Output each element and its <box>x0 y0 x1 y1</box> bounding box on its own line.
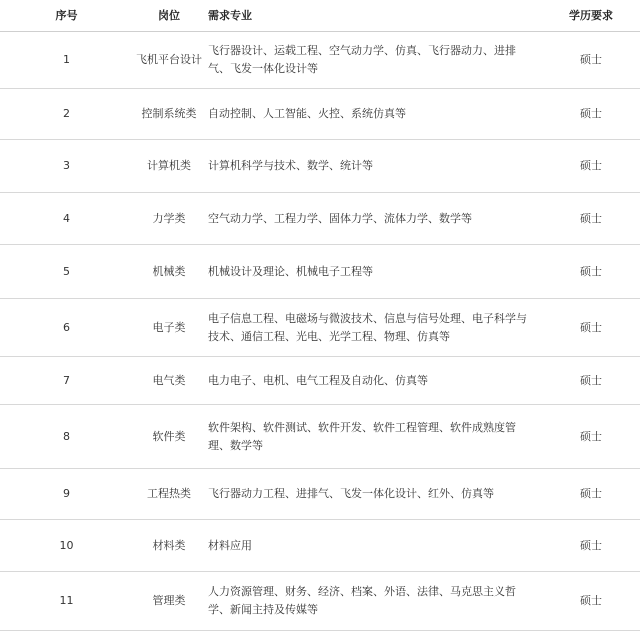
cell-position: 控制系统类 <box>133 89 205 140</box>
cell-education: 硕士 <box>539 520 640 572</box>
cell-education: 硕士 <box>539 405 640 469</box>
cell-position: 飞机平台设计 <box>133 32 205 89</box>
cell-major <box>205 520 539 572</box>
cell-position: 计算机类 <box>133 140 205 193</box>
table-row <box>0 32 640 89</box>
cell-index: 6 <box>0 299 133 357</box>
table-row <box>0 299 640 357</box>
cell-education: 硕士 <box>539 245 640 299</box>
table-row <box>0 405 640 469</box>
major-text: 计算机科学与技术、数学、统计等 <box>208 159 373 172</box>
cell-education: 硕士 <box>539 140 640 193</box>
cell-major <box>205 469 539 520</box>
cell-position: 软件类 <box>133 405 205 469</box>
cell-position: 电气类 <box>133 357 205 405</box>
table-row <box>0 89 640 140</box>
cell-position: 机械类 <box>133 245 205 299</box>
major-text: 自动控制、人工智能、火控、系统仿真等 <box>208 107 406 120</box>
cell-index: 7 <box>0 357 133 405</box>
table-row <box>0 245 640 299</box>
cell-education: 硕士 <box>539 357 640 405</box>
cell-major <box>205 405 539 469</box>
cell-position: 电子类 <box>133 299 205 357</box>
cell-index: 8 <box>0 405 133 469</box>
header-position: 岗位 <box>133 0 205 32</box>
cell-index: 5 <box>0 245 133 299</box>
table-row <box>0 357 640 405</box>
cell-major <box>205 89 539 140</box>
header-index: 序号 <box>0 0 133 32</box>
cell-major <box>205 245 539 299</box>
cell-index: 3 <box>0 140 133 193</box>
major-text: 空气动力学、工程力学、固体力学、流体力学、数学等 <box>208 211 472 225</box>
major-text: 机械设计及理论、机械电子工程等 <box>208 264 373 278</box>
cell-index: 4 <box>0 193 133 245</box>
cell-index: 2 <box>0 89 133 140</box>
header-education: 学历要求 <box>539 0 640 32</box>
cell-index: 1 <box>0 32 133 89</box>
cell-index: 10 <box>0 520 133 572</box>
cell-education: 硕士 <box>539 32 640 89</box>
cell-education: 硕士 <box>539 469 640 520</box>
cell-major <box>205 357 539 405</box>
cell-major <box>205 32 539 89</box>
cell-education: 硕士 <box>539 193 640 245</box>
table-row <box>0 520 640 572</box>
cell-index: 11 <box>0 572 133 631</box>
cell-position: 力学类 <box>133 193 205 245</box>
major-text: 电子信息工程、电磁场与微波技术、信息与信号处理、电子科学与技术、通信工程、光电、光学工程、物理、仿真等 <box>208 311 527 343</box>
major-text: 电力电子、电机、电气工程及自动化、仿真等 <box>208 373 428 387</box>
table-row <box>0 140 640 193</box>
cell-education: 硕士 <box>539 299 640 357</box>
header-major: 需求专业 <box>205 0 539 32</box>
cell-position: 工程热类 <box>133 469 205 520</box>
major-text: 材料应用 <box>208 538 252 552</box>
cell-major <box>205 140 539 193</box>
table-header-row <box>0 0 640 32</box>
table-row <box>0 572 640 631</box>
table-row <box>0 193 640 245</box>
cell-index: 9 <box>0 469 133 520</box>
major-text: 软件架构、软件测试、软件开发、软件工程管理、软件成熟度管理、数学等 <box>208 420 516 452</box>
major-text: 飞行器动力工程、进排气、飞发一体化设计、红外、仿真等 <box>208 487 494 500</box>
cell-major <box>205 299 539 357</box>
table-row <box>0 469 640 520</box>
cell-education: 硕士 <box>539 572 640 631</box>
cell-position: 材料类 <box>133 520 205 572</box>
cell-position: 管理类 <box>133 572 205 631</box>
cell-major <box>205 193 539 245</box>
major-text: 飞行器设计、运载工程、空气动力学、仿真、飞行器动力、进排气、飞发一体化设计等 <box>208 44 516 75</box>
cell-education: 硕士 <box>539 89 640 140</box>
cell-major <box>205 572 539 631</box>
major-text: 人力资源管理、财务、经济、档案、外语、法律、马克思主义哲学、新闻主持及传媒等 <box>208 585 516 616</box>
